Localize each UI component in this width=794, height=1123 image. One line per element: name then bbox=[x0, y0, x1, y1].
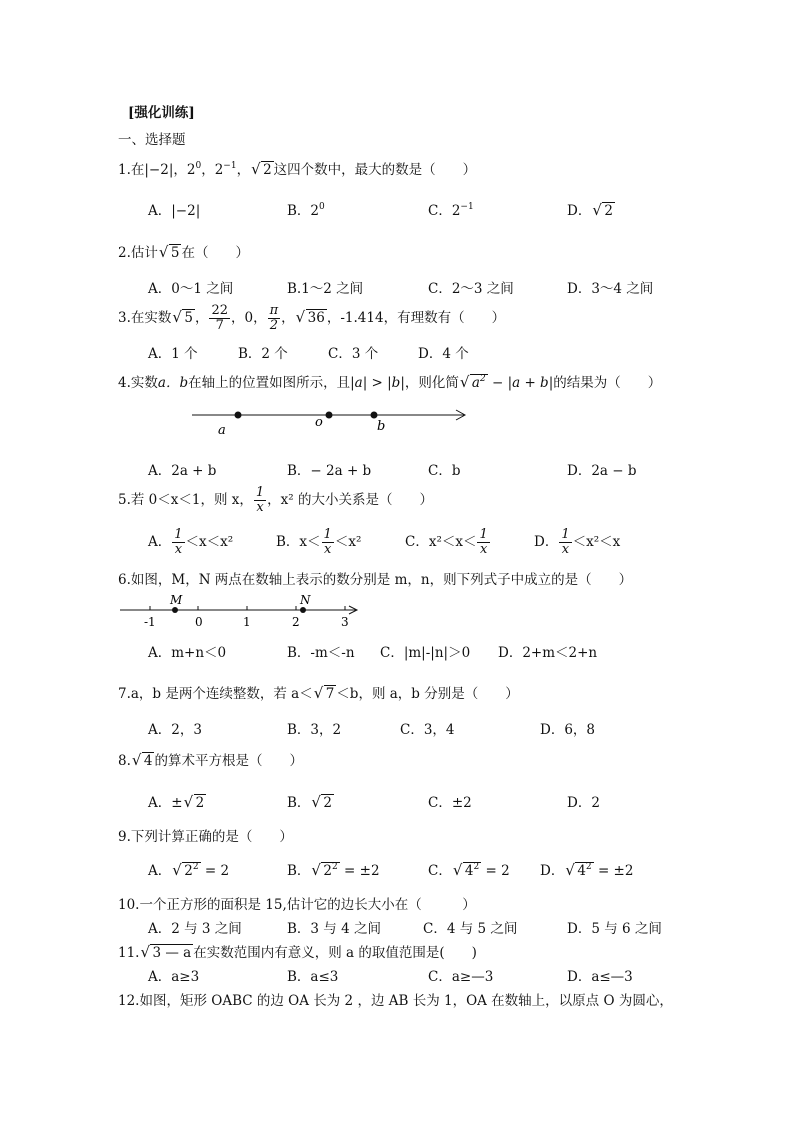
point-n bbox=[300, 607, 306, 613]
q1-option-d[interactable]: D．√ 2 bbox=[567, 202, 615, 220]
q10-option-d[interactable]: D．5 与 6 之间 bbox=[567, 921, 662, 937]
tick-label: 0 bbox=[195, 615, 203, 629]
sqrt-symbol: √ 2 bbox=[251, 161, 274, 179]
q1-option-a[interactable]: A．|−2| bbox=[148, 203, 201, 219]
question-8: 8.√ 4 的算术平方根是（ ） bbox=[118, 752, 303, 770]
q2-option-c[interactable]: C．2～3 之间 bbox=[428, 281, 514, 297]
q8-option-a[interactable]: A．±√ 2 bbox=[148, 794, 206, 812]
q6-option-d[interactable]: D．2+m＜2+n bbox=[498, 645, 598, 661]
question-7: 7.a，b 是两个连续整数，若 a＜√ 7 ＜b，则 a，b 分别是（ ） bbox=[118, 685, 519, 703]
q8-option-d[interactable]: D．2 bbox=[567, 795, 600, 811]
q7-option-a[interactable]: A．2，3 bbox=[148, 722, 202, 738]
label-a: a bbox=[218, 423, 226, 436]
q7-option-d[interactable]: D．6，8 bbox=[540, 722, 596, 738]
q4-number-line bbox=[188, 402, 478, 436]
q1-option-b[interactable]: B．$2^0$ bbox=[287, 202, 325, 219]
label-n: N bbox=[300, 593, 311, 607]
question-4: 4.实数a．b在轴上的位置如图所示，且|a| > |b|，则化简√ $a^2 - |a + b|$的结果为（ ） bbox=[118, 374, 661, 392]
question-10: 10.一个正方形的面积是 15,估计它的边长大小在（ ） bbox=[118, 897, 476, 913]
label-b: b bbox=[377, 419, 386, 434]
q10-option-c[interactable]: C．4 与 5 之间 bbox=[423, 921, 518, 937]
q8-option-b[interactable]: B．√ 2 bbox=[287, 794, 334, 812]
part-title: 一、选择题 bbox=[118, 132, 186, 148]
q5-option-c[interactable]: C．x²＜x＜ $\frac{1}{x}$ bbox=[405, 527, 488, 557]
q9-option-a[interactable]: A．√ $2^2 = 2$ bbox=[148, 862, 229, 880]
q6-option-b[interactable]: B．-m＜-n bbox=[287, 645, 355, 661]
q4-option-d[interactable]: D．2a − b bbox=[567, 463, 637, 479]
section-title: [强化训练] bbox=[128, 105, 195, 121]
q5-option-a[interactable]: A． $\frac{1}{x}$ ＜x＜x² bbox=[148, 527, 234, 557]
point-a bbox=[235, 412, 242, 419]
q2-option-b[interactable]: B.1～2 之间 bbox=[287, 281, 364, 297]
q6-option-c[interactable]: C．|m|-|n|＞0 bbox=[380, 645, 471, 661]
q3-option-c[interactable]: C．3 个 bbox=[328, 346, 379, 362]
q4-option-c[interactable]: C．b bbox=[428, 463, 461, 479]
q3-option-d[interactable]: D．4 个 bbox=[418, 346, 469, 362]
q3-option-b[interactable]: B．2 个 bbox=[238, 346, 288, 362]
tick-label: 2 bbox=[292, 615, 300, 629]
q2-option-d[interactable]: D．3～4 之间 bbox=[567, 281, 654, 297]
question-3: 3.在实数√ 5 ， $\frac{22}{7}$ ，0， $\frac{\pi}{2}$ ，√ 36 ，-1.414，有理数有（ ） bbox=[118, 300, 505, 336]
q5-option-b[interactable]: B．x＜ $\frac{1}{x}$ ＜x² bbox=[276, 527, 362, 557]
q5-option-d[interactable]: D． $\frac{1}{x}$ ＜x²＜x bbox=[534, 527, 621, 557]
q4-option-b[interactable]: B．− 2a + b bbox=[287, 463, 372, 479]
q10-option-b[interactable]: B．3 与 4 之间 bbox=[287, 921, 381, 937]
q9-option-b[interactable]: B．√ $2^2 = \pm 2$ bbox=[287, 862, 380, 880]
tick-label: 3 bbox=[341, 615, 349, 629]
question-2: 2.估计√ 5 在（ ） bbox=[118, 244, 249, 262]
q9-option-c[interactable]: C．√ $4^2 = 2$ bbox=[428, 862, 510, 880]
q9-option-d[interactable]: D．√ $4^2 = \pm 2$ bbox=[540, 862, 633, 880]
q10-option-a[interactable]: A．2 与 3 之间 bbox=[148, 921, 242, 937]
q11-option-a[interactable]: A．a≥3 bbox=[148, 969, 200, 985]
q2-option-a[interactable]: A．0～1 之间 bbox=[148, 281, 234, 297]
question-1: 1.在|−2|，$2^0$，$2^{-1}$，√ 2 这四个数中，最大的数是（ ） bbox=[118, 161, 476, 179]
question-11: 11.√ 3 — a 在实数范围内有意义，则 a 的取值范围是( ) bbox=[118, 944, 477, 962]
q6-option-a[interactable]: A．m+n＜0 bbox=[148, 645, 227, 661]
question-12: 12.如图，矩形 OABC 的边 OA 长为 2 ，边 AB 长为 1，OA 在数轴上，以原点 O 为圆心， bbox=[118, 993, 673, 1009]
q11-option-b[interactable]: B．a≤3 bbox=[287, 969, 339, 985]
q8-option-c[interactable]: C．±2 bbox=[428, 795, 472, 811]
q7-option-b[interactable]: B．3，2 bbox=[287, 722, 342, 738]
label-m: M bbox=[170, 593, 183, 607]
q11-option-d[interactable]: D．a≤—3 bbox=[567, 969, 633, 985]
q6-number-line bbox=[118, 590, 368, 632]
q11-option-c[interactable]: C．a≥—3 bbox=[428, 969, 494, 985]
question-6: 6.如图，M，N 两点在数轴上表示的数分别是 m，n，则下列式子中成立的是（ ） bbox=[118, 572, 633, 588]
question-9: 9.下列计算正确的是（ ） bbox=[118, 829, 293, 845]
point-o bbox=[326, 412, 333, 419]
q4-option-a[interactable]: A．2a + b bbox=[148, 463, 217, 479]
question-5: 5.若 0＜x＜1，则 x， $\frac{1}{x}$ ，x² 的大小关系是（ ） bbox=[118, 485, 433, 515]
q1-option-c[interactable]: C．$2^{-1}$ bbox=[428, 202, 474, 219]
tick-label: -1 bbox=[144, 615, 156, 629]
q7-option-c[interactable]: C．3，4 bbox=[400, 722, 455, 738]
label-o: o bbox=[315, 415, 323, 430]
point-m bbox=[172, 607, 178, 613]
tick-label: 1 bbox=[243, 615, 251, 629]
q3-option-a[interactable]: A．1 个 bbox=[148, 346, 198, 362]
point-b bbox=[371, 412, 378, 419]
